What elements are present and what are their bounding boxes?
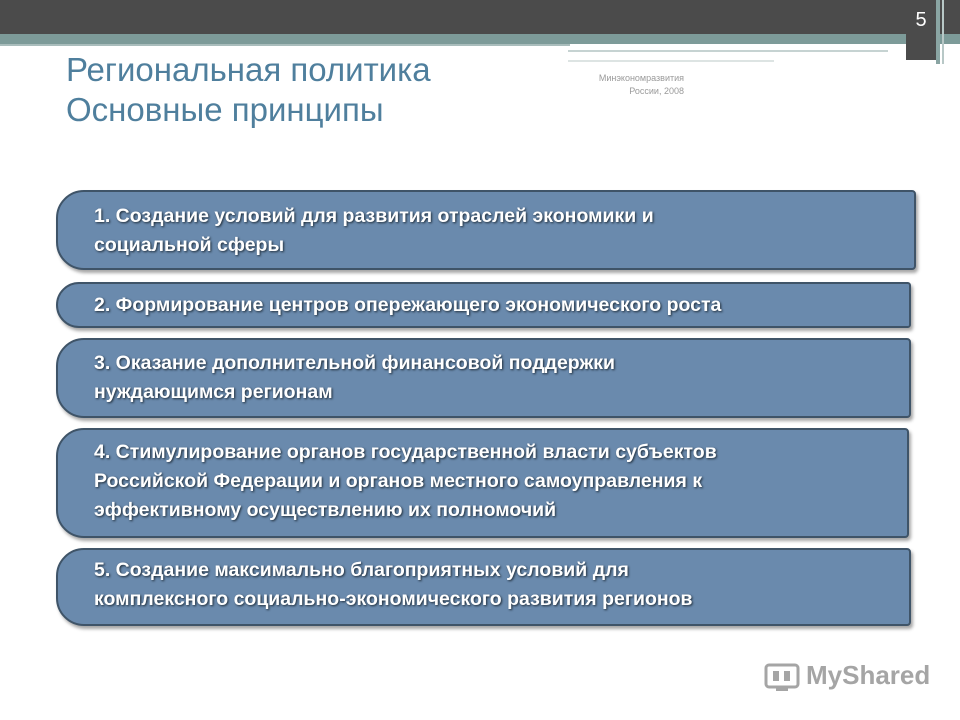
top-bar <box>0 0 960 34</box>
myshared-logo-icon <box>764 659 800 693</box>
principle-card-5 <box>56 548 911 626</box>
source-line: Минэкономразвития <box>598 73 684 83</box>
principle-text <box>94 202 902 260</box>
source-line: России, 2008 <box>629 86 684 96</box>
principle-card-2 <box>56 282 911 328</box>
principle-line: эффективному осуществлению их полномочий <box>94 499 557 521</box>
accent-bar <box>0 34 960 44</box>
principle-card-1 <box>56 190 916 270</box>
principle-line: 5. Создание максимально благоприятных условий для <box>94 559 629 581</box>
principle-card-4 <box>56 428 909 538</box>
divider-line <box>942 0 944 64</box>
principle-line: комплексного социально-экономического развития регионов <box>94 588 693 610</box>
principle-line: 1. Создание условий для развития отраслей экономики и <box>94 205 654 227</box>
slide-number: 5 <box>906 0 936 60</box>
divider-line <box>568 60 774 62</box>
principle-line: 2. Формирование центров опережающего экономического роста <box>94 294 722 316</box>
divider-line <box>568 50 888 52</box>
principle-line: 4. Стимулирование органов государственной власти субъектов <box>94 441 717 463</box>
principle-text <box>94 556 897 614</box>
principle-line: 3. Оказание дополнительной финансовой поддержки <box>94 352 616 374</box>
divider-line <box>936 0 940 64</box>
slide-title <box>66 50 431 130</box>
principle-line: социальной сферы <box>94 234 285 256</box>
watermark-text: MyShared <box>806 660 931 690</box>
divider-line <box>0 44 570 46</box>
source-note <box>574 72 684 98</box>
title-line: Основные принципы <box>66 91 384 128</box>
principle-line: Российской Федерации и органов местного самоуправления к <box>94 470 703 492</box>
principle-text <box>94 291 897 320</box>
title-line: Региональная политика <box>66 51 431 88</box>
principle-line: нуждающимся регионам <box>94 381 333 403</box>
principle-text <box>94 349 897 407</box>
principle-text <box>94 438 895 525</box>
principle-card-3 <box>56 338 911 418</box>
